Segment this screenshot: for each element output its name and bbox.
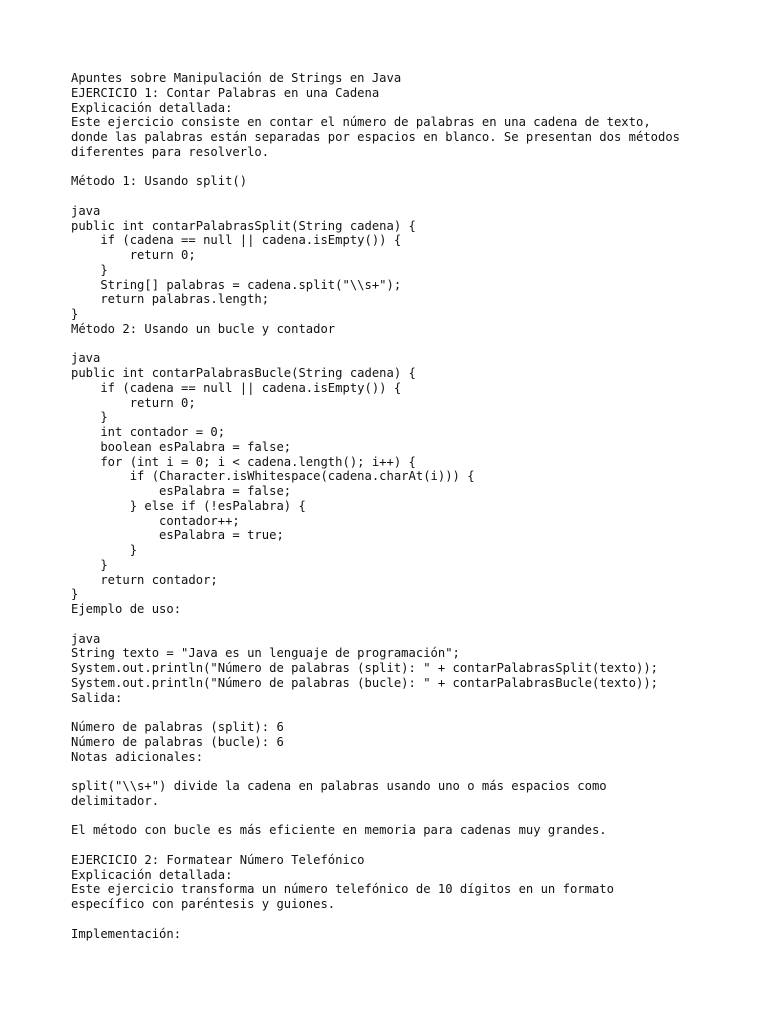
note-line: delimitador.	[71, 793, 160, 808]
blank-line	[71, 617, 731, 632]
code-line: for (int i = 0; i < cadena.length(); i++) {	[71, 454, 416, 469]
exercise-2-heading: EJERCICIO 2: Formatear Número Telefónico	[71, 852, 365, 867]
blank-line	[71, 912, 731, 927]
doc-title: Apuntes sobre Manipulación de Strings en Java	[71, 71, 402, 85]
code-line: return 0;	[71, 395, 196, 410]
code-line: return contador;	[71, 572, 218, 587]
code-line: esPalabra = false;	[71, 484, 292, 498]
code-line: public int contarPalabrasBucle(String cadena) {	[71, 366, 416, 380]
paragraph-line: específico con paréntesis y guiones.	[71, 897, 336, 911]
output-line: Número de palabras (bucle): 6	[71, 734, 284, 749]
code-line: System.out.println("Número de palabras (split): " + contarPalabrasSplit(texto));	[71, 661, 658, 675]
code-line: }	[71, 410, 108, 425]
blank-line	[71, 189, 731, 204]
paragraph-line: Este ejercicio transforma un número telefónico de 10 dígitos en un formato	[71, 882, 614, 897]
code-line: }	[71, 557, 108, 572]
code-line: System.out.println("Número de palabras (bucle): " + contarPalabrasBucle(texto));	[71, 675, 658, 690]
code-line: }	[71, 543, 138, 557]
note-line: split("\\s+") divide la cadena en palabras usando uno o más espacios como	[71, 779, 607, 793]
code-line: }	[71, 262, 108, 277]
usage-example-heading: Ejemplo de uso:	[71, 602, 182, 616]
code-language-label: java	[71, 351, 101, 366]
blank-line	[71, 337, 731, 352]
code-line: return palabras.length;	[71, 292, 270, 307]
code-line: esPalabra = true;	[71, 528, 284, 543]
code-line: String texto = "Java es un lenguaje de programación";	[71, 646, 460, 661]
blank-line	[71, 838, 731, 853]
explanation-label: Explicación detallada:	[71, 867, 233, 882]
code-line: boolean esPalabra = false;	[71, 439, 292, 454]
code-line: contador++;	[71, 513, 240, 528]
code-language-label: java	[71, 631, 101, 646]
code-line: if (cadena == null || cadena.isEmpty()) {	[71, 380, 402, 395]
code-line: public int contarPalabrasSplit(String cadena) {	[71, 218, 416, 233]
note-line: El método con bucle es más eficiente en memoria para cadenas muy grandes.	[71, 823, 607, 838]
implementation-heading: Implementación:	[71, 926, 182, 941]
explanation-label: Explicación detallada:	[71, 100, 233, 115]
exercise-1-heading: EJERCICIO 1: Contar Palabras en una Cadena	[71, 85, 380, 100]
code-line: if (cadena == null || cadena.isEmpty()) {	[71, 233, 402, 248]
code-line: String[] palabras = cadena.split("\\s+");	[71, 277, 402, 292]
paragraph-line: donde las palabras están separadas por espacios en blanco. Se presentan dos métodos	[71, 130, 681, 144]
code-line: }	[71, 307, 79, 321]
method-2-heading: Método 2: Usando un bucle y contador	[71, 321, 336, 336]
code-line: }	[71, 587, 79, 602]
blank-line	[71, 160, 731, 175]
code-language-label: java	[71, 203, 101, 218]
paragraph-line: diferentes para resolverlo.	[71, 144, 270, 159]
code-line: int contador = 0;	[71, 425, 226, 439]
paragraph-line: Este ejercicio consiste en contar el número de palabras en una cadena de texto,	[71, 115, 651, 130]
code-line: } else if (!esPalabra) {	[71, 498, 306, 513]
code-line: return 0;	[71, 248, 196, 262]
output-heading: Salida:	[71, 690, 123, 705]
notes-heading: Notas adicionales:	[71, 749, 204, 764]
blank-line	[71, 705, 731, 720]
blank-line	[71, 809, 731, 824]
output-line: Número de palabras (split): 6	[71, 720, 284, 734]
blank-line	[71, 764, 731, 779]
document-page	[71, 71, 731, 941]
code-line: if (Character.isWhitespace(cadena.charAt(i))) {	[71, 469, 475, 484]
method-1-heading: Método 1: Usando split()	[71, 174, 248, 189]
